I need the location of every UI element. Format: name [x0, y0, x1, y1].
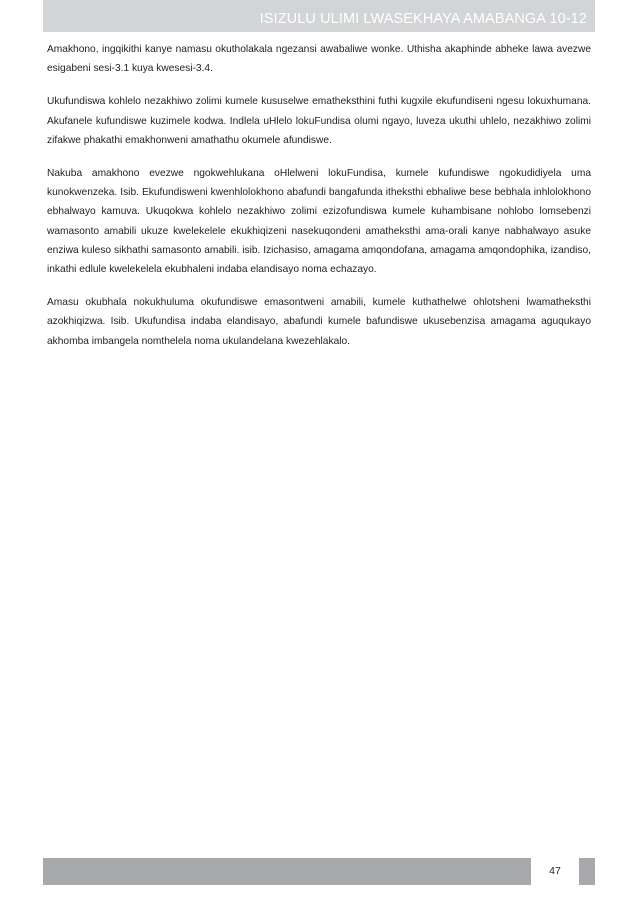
page-header [43, 0, 595, 32]
body-paragraph: Nakuba amakhono evezwe ngokwehlukana oHlelweni lokuFundisa, kumele kufundiswe ngokudidiyela uma kunokwenzeka. Isib. Ekufundisweni kwenhlolokhono abafundi bangafunda itheksthi ebhaliwe bese bebhala inhlolokhono ebhalwayo kamuva. Ukuqokwa kohlelo nezakhiwo zolimi ezizofundiswa kumele kuhambisane nohlobo lomsebenzi wamasonto amabili ukuze kwelekelele ekukhiqizeni nasekuqondeni amatheksthi ama-orali kanye nabhalwayo asuke enziwa kuleso sikhathi samasonto amabili. isib. Izichasiso, amagama amqondofana, amagama amqondophika, izandiso, inkathi edlule kwelekelela ekubhaleni indaba elandisayo noma echazayo. [47, 168, 591, 276]
page-footer [43, 858, 595, 885]
body-paragraph: Amakhono, ingqikithi kanye namasu okutholakala ngezansi awabaliwe wonke. Uthisha akaphinde abheke lawa avezwe esigabeni sesi-3.1 kuya kwesesi-3.4. [47, 44, 591, 75]
page-body [47, 40, 591, 365]
page-number: 47 [549, 865, 561, 877]
body-paragraph: Amasu okubhala nokukhuluma okufundiswe emasontweni amabili, kumele kuthathelwe ohlotsheni lwamatheksthi azokhiqizwa. Isib. Ukufundisa indaba elandisayo, abafundi kumele bafundiswe ukusebenzisa amagama aguqukayo akhomba imbangela nomthelela noma ukulandelana kwezehlakalo. [47, 297, 591, 347]
page-number-box [531, 858, 579, 885]
header-title: ISIZULU ULIMI LWASEKHAYA AMABANGA 10-12 [259, 11, 587, 27]
body-paragraph: Ukufundiswa kohlelo nezakhiwo zolimi kumele kususelwe ematheksthini futhi kugxile ekufundiseni ngesu lokuxhumana. Akufanele kufundiswe kuzimele kodwa. Indlela uHlelo lokuFundisa olumi ngayo, luveza ukuthi uhlelo, nezakhiwo zolimi zifakwe phakathi emakhonweni amathathu okumele afundiswe. [47, 96, 591, 146]
